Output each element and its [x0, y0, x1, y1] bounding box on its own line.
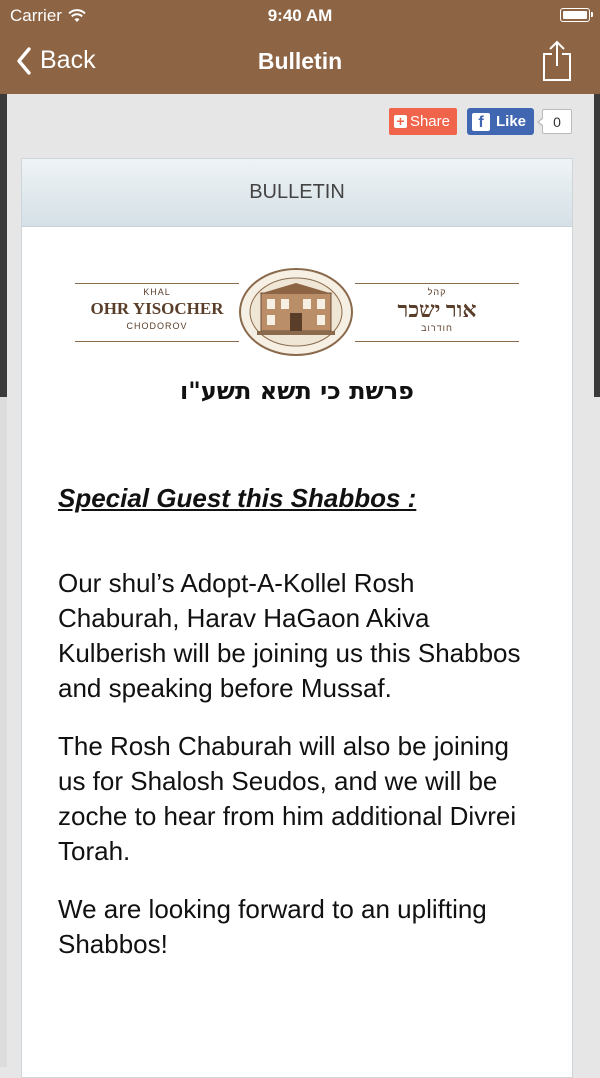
page-title: Bulletin	[257, 48, 343, 74]
logo-khal: KHAL	[143, 287, 171, 297]
logo-rule	[355, 341, 519, 342]
like-count-bubble: 0	[542, 109, 572, 134]
bulletin-paragraph: The Rosh Chaburah will also be joining us for Shalosh Seudos, and we will be zoche to hear from him additional Divrei Torah.	[58, 731, 517, 866]
bulletin-paragraph: We are looking forward to an uplifting Shabbos!	[58, 894, 487, 959]
logo-rule	[75, 341, 239, 342]
bulletin-body	[22, 483, 572, 962]
back-label: Back	[40, 46, 96, 74]
logo-kehal: קהל	[427, 287, 447, 297]
logo-rule	[75, 283, 239, 284]
card-header: BULLETIN	[22, 159, 572, 227]
logo-english-text	[87, 287, 227, 331]
logo-chodorov: CHODOROV	[126, 321, 188, 331]
status-bar	[0, 0, 600, 32]
share-icon[interactable]	[540, 40, 574, 82]
background-edge-left	[0, 94, 7, 397]
facebook-like-group	[467, 108, 572, 135]
parsha-heading: פרשת כי תשא תשע"ו	[180, 377, 414, 405]
building-seal-emblem	[237, 267, 355, 357]
share-label: Share	[409, 113, 450, 130]
battery-icon	[560, 8, 590, 22]
guest-heading: Special Guest this Shabbos :	[58, 483, 417, 513]
logo-hebrew-text	[367, 287, 507, 333]
bulletin-card	[21, 158, 573, 1078]
shul-logo	[75, 267, 519, 357]
nav-row	[0, 32, 600, 94]
like-label: Like	[495, 113, 526, 130]
background-edge-right	[594, 94, 600, 397]
bulletin-paragraph: Our shul’s Adopt-A-Kollel Rosh Chaburah, Harav HaGaon Akiva Kulberish will be joining us this Shabbos and speaking before Mussaf.	[58, 568, 521, 703]
logo-chodorov-hebrew: חודרוב	[421, 323, 453, 333]
carrier-label: Carrier	[10, 6, 62, 25]
share-button[interactable]	[389, 108, 457, 135]
logo-name-english: OHR YISOCHER	[90, 299, 224, 318]
background-edge-left-lower	[0, 397, 7, 1067]
navigation-bar	[0, 0, 600, 94]
logo-rule	[355, 283, 519, 284]
facebook-icon: f	[472, 113, 490, 131]
logo-name-hebrew: אור ישכר	[397, 297, 477, 322]
facebook-like-button[interactable]	[467, 108, 534, 135]
plus-icon: +	[394, 115, 407, 128]
social-buttons	[389, 108, 572, 135]
status-time: 9:40 AM	[267, 6, 333, 25]
